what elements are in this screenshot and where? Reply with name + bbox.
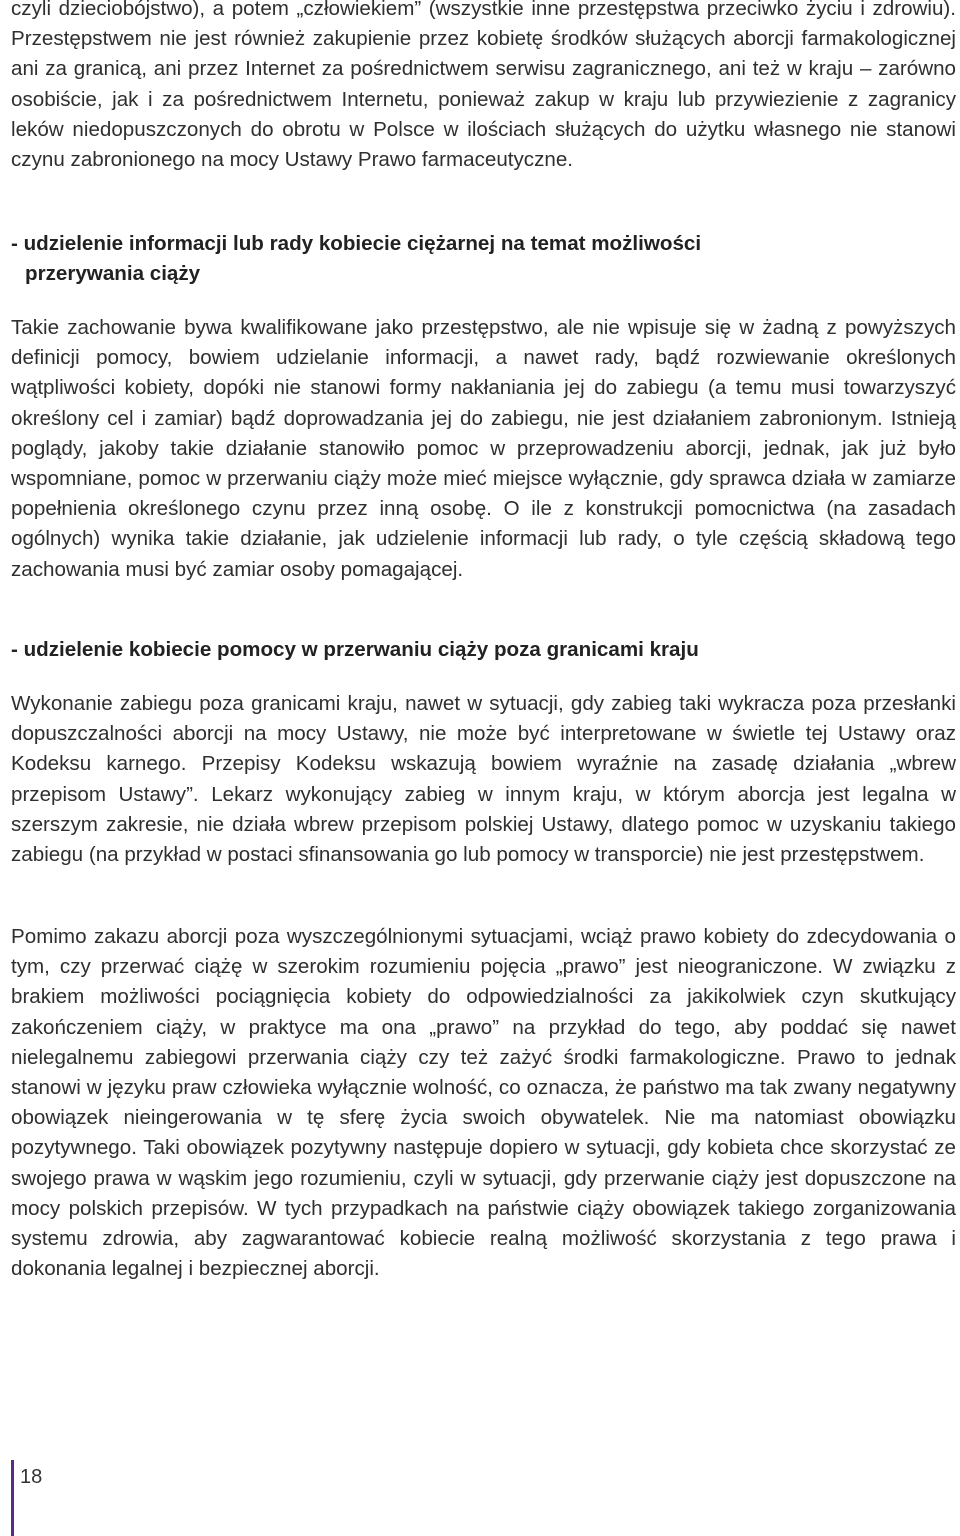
paragraph-right-to-abortion: Pomimo zakazu aborcji poza wyszczególnionymi sytuacjami, wciąż prawo kobiety do zdecydowania o tym, czy przerwać ciążę w szerokim rozumieniu pojęcia „prawo” jest nieograniczone. W związku z brakiem możliwości pociągnięcia kobiety do odpowiedzialności za jakikolwiek czyn skutkujący zakończeniem ciąży, w praktyce ma ona „prawo” na przykład do tego, aby poddać się nawet nielegalnemu zabiegowi przerwania ciąży czy też zażyć środki farmakologiczne. Prawo to jednak stanowi w języku praw człowieka wyłącznie wolność, co oznacza, że państwo ma tak zwany negatywny obowiązek nieingerowania w tę sferę życia swoich obywatelek. Nie ma natomiast obowiązku pozytywnego. Taki obowiązek pozytywny następuje dopiero w sytuacji, gdy kobieta chce skorzystać ze swojego prawa w wąskim jego rozumieniu, czyli w sytuacji, gdy przerwanie ciąży jest dopuszczone na mocy polskich przepisów. W tych przypadkach na państwie ciąży obowiązek takiego zorganizowania systemu zdrowia, aby zagwarantować kobiecie realną możliwość skorzystania z tego prawa i dokonania legalnej i bezpiecznej aborcji. — [11, 925, 956, 1281]
paragraph-abroad: Wykonanie zabiegu poza granicami kraju, nawet w sytuacji, gdy zabieg taki wykracza poza przesłanki dopuszczalności aborcji na mocy Ustawy, nie może być interpretowane w świetle tej Ustawy oraz Kodeksu karnego. Przepisy Kodeksu wskazują bowiem wyraźnie na zasadę działania „wbrew przepisom Ustawy”. Lekarz wykonujący zabieg w innym kraju, w którym aborcja jest legalna w szerszym zakresie, nie działa wbrew przepisom polskiej Ustawy, dlatego pomoc w uzyskaniu takiego zabiegu (na przykład w postaci sfinansowania go lub pomocy w transporcie) nie jest przestępstwem. — [11, 692, 956, 867]
page-number: 18 — [20, 1466, 43, 1488]
footer-accent-bar — [11, 1460, 14, 1536]
paragraph-intro-continuation: czyli dzieciobójstwo), a potem „człowiekiem” (wszystkie inne przestępstwa przeciwko życiu i zdrowiu). Przestępstwem nie jest również zakupienie przez kobietę środków służących aborcji farmakologicznej ani za granicą, ani przez Internet za pośrednictwem serwisu zagranicznego, ani też w kraju – zarówno osobiście, jak i za pośrednictwem Internetu, ponieważ zakup w kraju lub przywiezienie z zagranicy leków niedopuszczonych do obrotu w Polsce w ilościach służących do użytku własnego nie stanowi czynu zabronionego na mocy Ustawy Prawo farmaceutyczne. — [11, 0, 956, 172]
paragraph-information-advice: Takie zachowanie bywa kwalifikowane jako przestępstwo, ale nie wpisuje się w żadną z powyższych definicji pomocy, bowiem udzielanie informacji, a nawet rady, bądź rozwiewanie określonych wątpliwości kobiety, dopóki nie stanowi formy nakłaniania jej do zabiegu (a temu musi towarzyszyć określony cel i zamiar) bądź doprowadzania jej do zabiegu, nie jest działaniem zabronionym. Istnieją poglądy, jakoby takie działanie stanowiło pomoc w przeprowadzeniu aborcji, jednak, jak już było wspomniane, pomoc w przerwaniu ciąży może mieć miejsce wyłącznie, gdy sprawca działa w zamiarze popełnienia określonego czynu przez inną osobę. O ile z konstrukcji pomocnictwa (na zasadach ogólnych) wynika takie działanie, jak udzielenie informacji lub rady, o tyle częścią składową tego zachowania musi być zamiar osoby pomagającej. — [11, 316, 956, 581]
section-heading-abroad: - udzielenie kobiecie pomocy w przerwaniu ciąży poza granicami kraju — [11, 638, 699, 661]
section-heading-information-advice — [11, 229, 956, 289]
page-footer — [11, 1460, 71, 1536]
section-heading-line-1: - udzielenie informacji lub rady kobiecie ciężarnej na temat możliwości — [11, 232, 702, 255]
section-heading-line-2: przerywania ciąży — [25, 262, 201, 286]
